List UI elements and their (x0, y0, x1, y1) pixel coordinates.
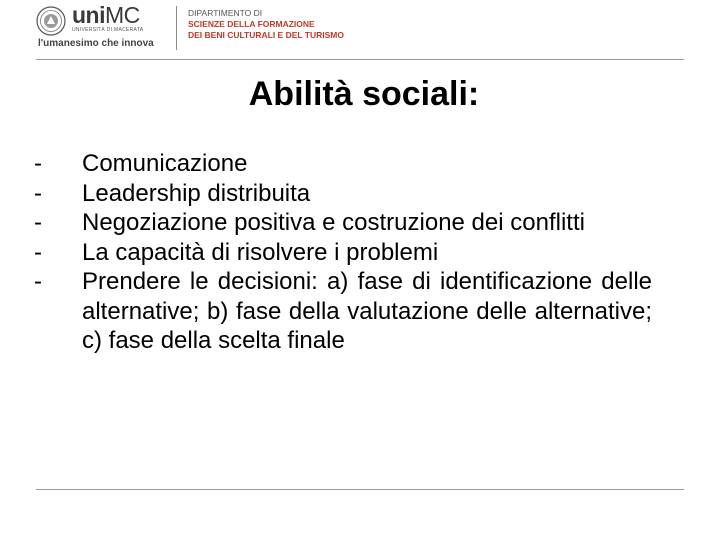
bullet-text: Negoziazione positiva e costruzione dei conflitti (82, 209, 585, 236)
header-divider (176, 6, 177, 50)
bullet-marker: - (34, 268, 42, 295)
bullet-marker: - (34, 238, 42, 266)
top-divider (36, 59, 684, 60)
bullet-text: Comunicazione (82, 150, 248, 177)
bullet-item (34, 238, 652, 268)
slide-title: Abilità sociali: (248, 75, 480, 113)
bullet-item (34, 179, 652, 209)
bullet-item (34, 267, 652, 356)
university-seal-icon (36, 6, 66, 36)
department-line-3: DEI BENI CULTURALI E DEL TURISMO (188, 30, 344, 40)
bullet-text: Leadership distribuita (82, 179, 311, 207)
bullet-marker: - (34, 209, 42, 236)
brand-tagline: l'umanesimo che innova (38, 38, 154, 49)
brand-mc: MC (105, 2, 140, 28)
bullet-list (34, 149, 652, 356)
bottom-divider (36, 489, 684, 490)
slide-header (0, 0, 720, 60)
bullet-text: Prendere le decisioni: a) fase di identificazione delle alternative; b) fase della valutazione delle alternative; c) fase della scelta finale (82, 268, 652, 354)
brand-university-name: UNIVERSITÀ DI MACERATA (72, 27, 144, 33)
bullet-marker: - (34, 150, 42, 177)
department-name (188, 8, 344, 41)
department-line-2: SCIENZE DELLA FORMAZIONE (188, 19, 315, 29)
bullet-marker: - (34, 179, 42, 207)
bullet-text: La capacità di risolvere i problemi (82, 238, 439, 266)
bullet-item (34, 149, 652, 179)
bullet-item (34, 208, 652, 238)
department-line-1: DIPARTIMENTO DI (188, 8, 263, 18)
brand-uni: uni (72, 2, 105, 28)
